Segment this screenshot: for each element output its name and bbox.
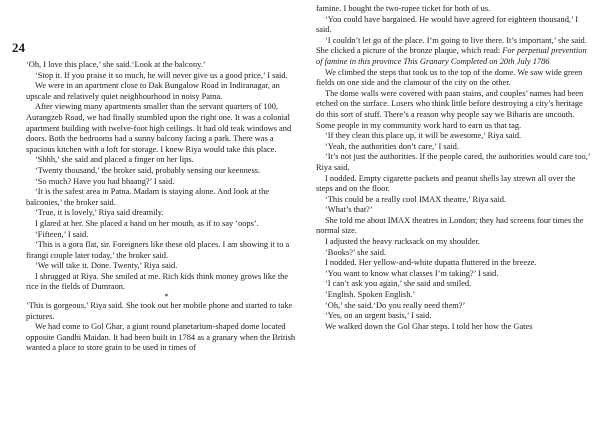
paragraph: ‘I can’t ask you again,’ she said and smiled. [325, 279, 472, 289]
paragraph: She told me about IMAX theatres in London; they had screens four times the normal size. [316, 215, 584, 236]
paragraph: We had come to Gol Ghar, a giant round planetarium-shaped dome located opposite Gandhi Maidan. It had been built in 1784 as a granary when the British wanted a place to store grain to be used in times of [26, 322, 296, 353]
paragraph: ‘Fifteen,’ I said. [35, 229, 89, 239]
section-separator: * [164, 292, 169, 302]
paragraph: ‘Books?’ she said. [325, 247, 387, 257]
paragraph: famine. I bought the two-rupee ticket for both of us. [316, 4, 491, 13]
paragraph: I nodded. Her yellow-and-white dupatta fluttered in the breeze. [325, 258, 537, 268]
paragraph: ‘Yes, on an urgent basis,’ I said. [325, 311, 432, 321]
paragraph: ‘If they clean this place up, it will be awesome,’ Riya said. [325, 131, 522, 141]
paragraph: ‘Twenty thousand,’ the broker said, probably sensing our keenness. [35, 165, 261, 175]
paragraph: ‘It is the safest area in Patna. Madam is staying alone. And look at the balconies,’ the broker said. [26, 187, 269, 207]
paragraph: I adjusted the heavy rucksack on my shoulder. [325, 237, 480, 247]
paragraph: ‘You want to know what classes I’m taking?’ I said. [325, 268, 499, 278]
paragraph-with-plaque [316, 36, 590, 68]
paragraph: ‘Oh, I love this place,’ she said.‘Look at the balcony.’ [26, 60, 206, 69]
paragraph: ‘So much? Have you had bhaang?’ I said. [35, 176, 175, 186]
paragraph: ‘English. Spoken English.’ [325, 290, 416, 300]
paragraph: ‘This could be a really cool IMAX theatre,’ Riya said. [325, 194, 507, 204]
left-column [26, 60, 298, 354]
paragraph: I shrugged at Riya. She smiled at me. Rich kids think money grows like the rice in the fields of Dumraon. [26, 271, 289, 292]
paragraph: We climbed the steps that took us to the top of the dome. We saw wide green fields on one side and the clamour of the city on the other. [316, 67, 583, 88]
paragraph: I nodded. Empty cigarette packets and peanut shells lay strewn all over the steps and on the floor. [316, 173, 576, 194]
page-number: 24 [12, 40, 25, 55]
paragraph: ‘True, it is lovely,’ Riya said dreamily. [35, 208, 164, 218]
plaque-inscription: For perpetual prevention of famine in this province This Granary Completed on 20th July 1786 [316, 46, 587, 66]
paragraph: ‘Stop it. If you praise it so much, he will never give us a good price,’ I said. [35, 70, 288, 80]
paragraph: ‘Shhh,’ she said and placed a finger on her lips. [35, 155, 194, 165]
right-column [316, 4, 590, 332]
paragraph: ‘We will take it. Done. Twenty,’ Riya said. [35, 261, 178, 271]
paragraph: ‘This is gorgeous,’ Riya said. She took out her mobile phone and started to take pictures. [26, 301, 293, 321]
paragraph: I glared at her. She placed a hand on her mouth, as if to say ‘oops’. [35, 218, 259, 228]
paragraph: After viewing many apartments smaller than the servant quarters of 100, Aurangzeb Road, we had finally stumbled upon the right one. It was a colonial apartment building with twelve-foot high ceilings. It had old teak windows and doors. Both the bedrooms had a sunny balcony facing a park. There was a spacious kitchen with a loft for storage. I knew Riya would take this place. [26, 102, 292, 154]
paragraph: ‘Yeah, the authorities don’t care,’ I said. [325, 141, 459, 151]
paragraph: We walked down the Gol Ghar steps. I told her how the Gates [325, 321, 533, 331]
paragraph: We were in an apartment close to Dak Bungalow Road in Indiranagar, an upscale and relatively quiet neighbourhood in noisy Patna. [26, 81, 280, 101]
paragraph: ‘This is a gora flat, sir. Foreigners like these old places. I am showing it to a firangi couple later today,’ the broker said. [26, 240, 290, 260]
paragraph: ‘Oh,’ she said.‘Do you really need them?’ [325, 300, 466, 310]
paragraph: ‘You could have bargained. He would have agreed for eighteen thousand,’ I said. [316, 14, 579, 35]
paragraph-text: ‘I couldn’t let go of the place. I’m going to live there. It’s important,’ she said. She clicked a picture of the bronze plaque, which read: [316, 35, 587, 56]
paragraph: The dome walls were covered with paan stains, and couples’ names had been etched on the surface. Losers who think little before destroying a city’s heritage do this sort of stuff. There’s a reason why people say we Biharis are uncouth. Some people in my community work hard to earn us that tag. [316, 88, 584, 130]
paragraph: ‘It’s not just the authorities. If the people cared, the authorities would care too,’ Riya said. [316, 152, 590, 172]
paragraph: ‘What’s that?’ [325, 205, 373, 215]
